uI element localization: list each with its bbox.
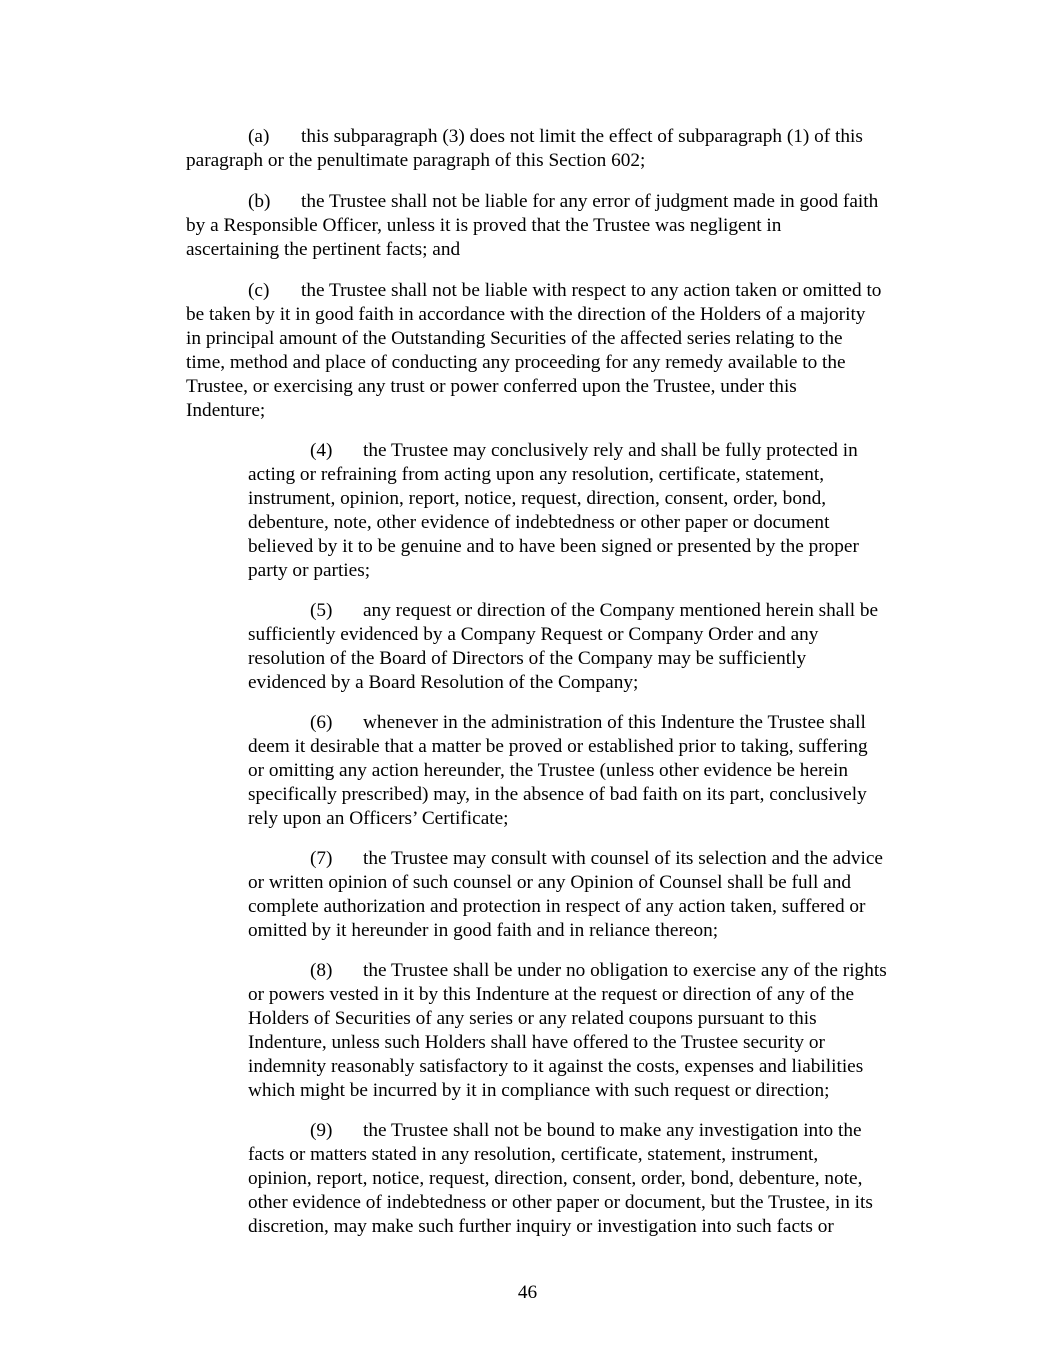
paragraph-label: (a) [248, 126, 270, 147]
paragraph-label: (6) [310, 712, 333, 733]
paragraph-line: indemnity reasonably satisfactory to it against the costs, expenses and liabilities [248, 1056, 864, 1077]
paragraph-line: or powers vested in it by this Indenture at the request or direction of any of the [248, 984, 855, 1005]
paragraph-line: whenever in the administration of this Indenture the Trustee shall [363, 712, 866, 733]
paragraph-line: omitted by it hereunder in good faith and in reliance thereon; [248, 920, 719, 941]
paragraph-first-line [248, 599, 931, 623]
paragraph-line: by a Responsible Officer, unless it is proved that the Trustee was negligent in [186, 215, 782, 236]
paragraph-line: facts or matters stated in any resolution, certificate, statement, instrument, [248, 1144, 819, 1165]
paragraph-b [186, 190, 931, 262]
paragraph-label: (9) [310, 1120, 333, 1141]
paragraph-line: deem it desirable that a matter be proved or established prior to taking, suffering [248, 736, 868, 757]
paragraph-label: (b) [248, 191, 271, 212]
paragraph-line: specifically prescribed) may, in the absence of bad faith on its part, conclusively [248, 784, 867, 805]
paragraph-line: evidenced by a Board Resolution of the Company; [248, 672, 639, 693]
paragraph-line: time, method and place of conducting any proceeding for any remedy available to the [186, 352, 846, 373]
paragraph-line: this subparagraph (3) does not limit the effect of subparagraph (1) of this [301, 126, 863, 147]
paragraph-line: Indenture; [186, 400, 266, 421]
paragraph-line: Holders of Securities of any series or any related coupons pursuant to this [248, 1008, 817, 1029]
paragraph-line: be taken by it in good faith in accordance with the direction of the Holders of a majority [186, 304, 866, 325]
paragraph-line: any request or direction of the Company mentioned herein shall be [363, 600, 879, 621]
paragraph-line: acting or refraining from acting upon any resolution, certificate, statement, [248, 464, 825, 485]
paragraph-first-line [248, 1119, 931, 1143]
paragraph-line: which might be incurred by it in compliance with such request or direction; [248, 1080, 830, 1101]
paragraph-label: (8) [310, 960, 333, 981]
paragraph-line: Indenture, unless such Holders shall have offered to the Trustee security or [248, 1032, 825, 1053]
paragraph-a [186, 125, 931, 173]
paragraph-first-line [248, 959, 931, 983]
paragraph-line: resolution of the Board of Directors of the Company may be sufficiently [248, 648, 807, 669]
paragraph-line: complete authorization and protection in respect of any action taken, suffered or [248, 896, 866, 917]
paragraph-line: opinion, report, notice, request, direction, consent, order, bond, debenture, note, [248, 1168, 863, 1189]
paragraph-first-line [186, 190, 931, 214]
paragraph-line: the Trustee may consult with counsel of its selection and the advice [363, 848, 883, 869]
paragraph-first-line [248, 711, 931, 735]
paragraph-7 [248, 847, 931, 943]
paragraph-line: the Trustee shall not be liable with respect to any action taken or omitted to [301, 280, 882, 301]
paragraph-line: paragraph or the penultimate paragraph of this Section 602; [186, 150, 646, 171]
paragraph-label: (5) [310, 600, 333, 621]
paragraph-c [186, 279, 931, 423]
paragraph-label: (c) [248, 280, 270, 301]
paragraph-line: ascertaining the pertinent facts; and [186, 239, 461, 260]
paragraph-first-line [186, 125, 931, 149]
paragraph-line: the Trustee may conclusively rely and shall be fully protected in [363, 440, 858, 461]
paragraph-line: rely upon an Officers’ Certificate; [248, 808, 509, 829]
paragraph-line: or written opinion of such counsel or any Opinion of Counsel shall be full and [248, 872, 851, 893]
paragraph-first-line [186, 279, 931, 303]
paragraph-line: sufficiently evidenced by a Company Request or Company Order and any [248, 624, 819, 645]
paragraph-first-line [248, 847, 931, 871]
paragraph-label: (7) [310, 848, 333, 869]
paragraph-4 [248, 439, 931, 583]
paragraph-line: other evidence of indebtedness or other paper or document, but the Trustee, in its [248, 1192, 873, 1213]
paragraph-9 [248, 1119, 931, 1239]
paragraph-line: believed by it to be genuine and to have been signed or presented by the proper [248, 536, 859, 557]
paragraph-first-line [248, 439, 931, 463]
paragraph-line: Trustee, or exercising any trust or power conferred upon the Trustee, under this [186, 376, 797, 397]
paragraph-line: in principal amount of the Outstanding Securities of the affected series relating to the [186, 328, 843, 349]
paragraph-line: discretion, may make such further inquiry or investigation into such facts or [248, 1216, 834, 1237]
paragraph-line: debenture, note, other evidence of indebtedness or other paper or document [248, 512, 830, 533]
paragraph-line: the Trustee shall be under no obligation to exercise any of the rights [363, 960, 887, 981]
paragraph-line: or omitting any action hereunder, the Trustee (unless other evidence be herein [248, 760, 848, 781]
paragraph-5 [248, 599, 931, 695]
paragraph-line: party or parties; [248, 560, 371, 581]
paragraph-line: instrument, opinion, report, notice, request, direction, consent, order, bond, [248, 488, 827, 509]
paragraph-label: (4) [310, 440, 333, 461]
paragraph-6 [248, 711, 931, 831]
paragraph-line: the Trustee shall not be bound to make any investigation into the [363, 1120, 862, 1141]
paragraph-8 [248, 959, 931, 1103]
paragraph-line: the Trustee shall not be liable for any error of judgment made in good faith [301, 191, 879, 212]
page-number: 46 [517, 1282, 538, 1303]
